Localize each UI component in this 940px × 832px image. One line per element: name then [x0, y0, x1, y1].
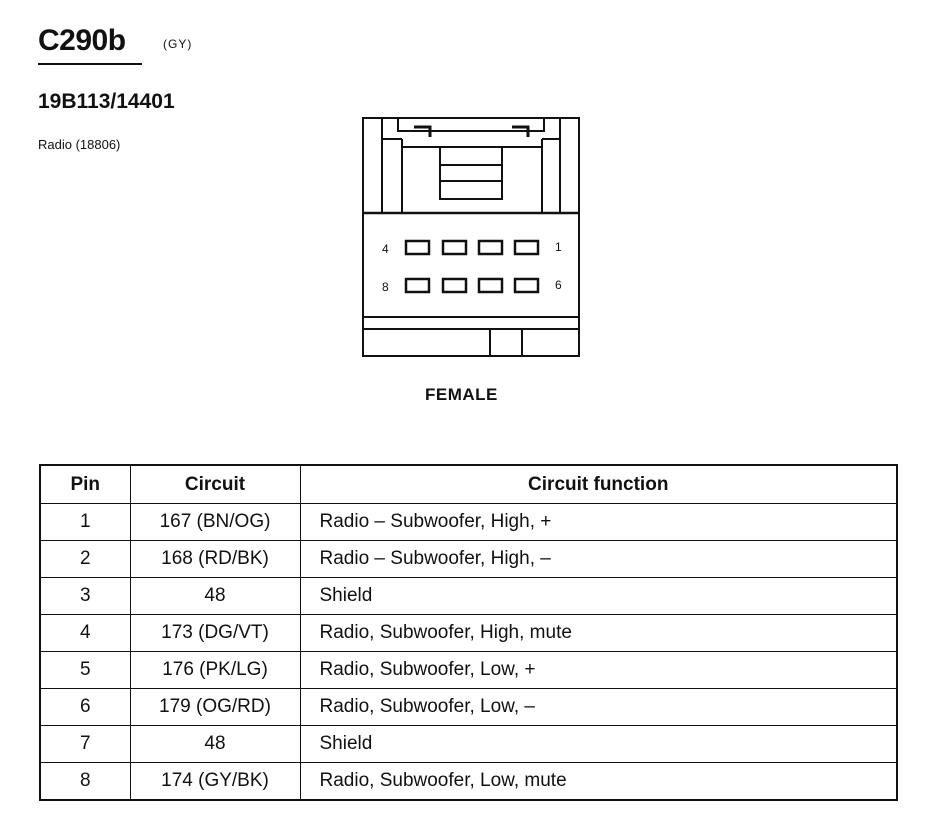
table-row [40, 652, 897, 689]
function-cell: Radio, Subwoofer, High, mute [300, 615, 897, 652]
pin-cell: 4 [40, 615, 130, 652]
table-row [40, 763, 897, 801]
pin-cell: 6 [40, 689, 130, 726]
pin-cell: 8 [40, 763, 130, 801]
circuit-cell: 48 [130, 726, 300, 763]
function-cell: Radio – Subwoofer, High, – [300, 541, 897, 578]
function-cell: Radio – Subwoofer, High, + [300, 504, 897, 541]
connector-outline [363, 118, 579, 356]
pin-label-4: 4 [382, 242, 389, 256]
function-cell: Radio, Subwoofer, Low, + [300, 652, 897, 689]
color-code: (GY) [163, 37, 193, 51]
pin-cell: 5 [40, 652, 130, 689]
connector-id: C290b [38, 24, 126, 57]
table-row [40, 726, 897, 763]
pin-cell: 1 [40, 504, 130, 541]
part-number: 19B113/14401 [38, 90, 175, 113]
pin-cell: 7 [40, 726, 130, 763]
function-cell: Radio, Subwoofer, Low, mute [300, 763, 897, 801]
function-cell: Shield [300, 726, 897, 763]
connector-face-diagram [362, 117, 580, 359]
connector-latch-top [398, 118, 544, 131]
pin-label-1: 1 [555, 240, 562, 254]
circuit-cell: 174 (GY/BK) [130, 763, 300, 801]
circuit-cell: 48 [130, 578, 300, 615]
column-header-function: Circuit function [300, 465, 897, 504]
table-row [40, 615, 897, 652]
circuit-cell: 168 (RD/BK) [130, 541, 300, 578]
pin-table [39, 464, 898, 801]
table-row [40, 689, 897, 726]
circuit-cell: 179 (OG/RD) [130, 689, 300, 726]
pin-label-8: 8 [382, 280, 389, 294]
table-row [40, 541, 897, 578]
column-header-circuit: Circuit [130, 465, 300, 504]
circuit-cell: 167 (BN/OG) [130, 504, 300, 541]
connector-id-underline [38, 63, 142, 65]
table-row [40, 504, 897, 541]
pin-cavity-row-bottom [406, 279, 538, 292]
pin-cavity-row-top [406, 241, 538, 254]
function-cell: Shield [300, 578, 897, 615]
function-cell: Radio, Subwoofer, Low, – [300, 689, 897, 726]
circuit-cell: 176 (PK/LG) [130, 652, 300, 689]
pin-cell: 2 [40, 541, 130, 578]
connector-gender-label: FEMALE [425, 385, 498, 404]
connector-key [490, 329, 522, 356]
circuit-cell: 173 (DG/VT) [130, 615, 300, 652]
connector-latch-tab [440, 147, 502, 199]
component-label: Radio (18806) [38, 137, 121, 152]
pin-cell: 3 [40, 578, 130, 615]
column-header-pin: Pin [40, 465, 130, 504]
table-row [40, 578, 897, 615]
pin-label-6: 6 [555, 278, 562, 292]
table-header-row [40, 465, 897, 504]
